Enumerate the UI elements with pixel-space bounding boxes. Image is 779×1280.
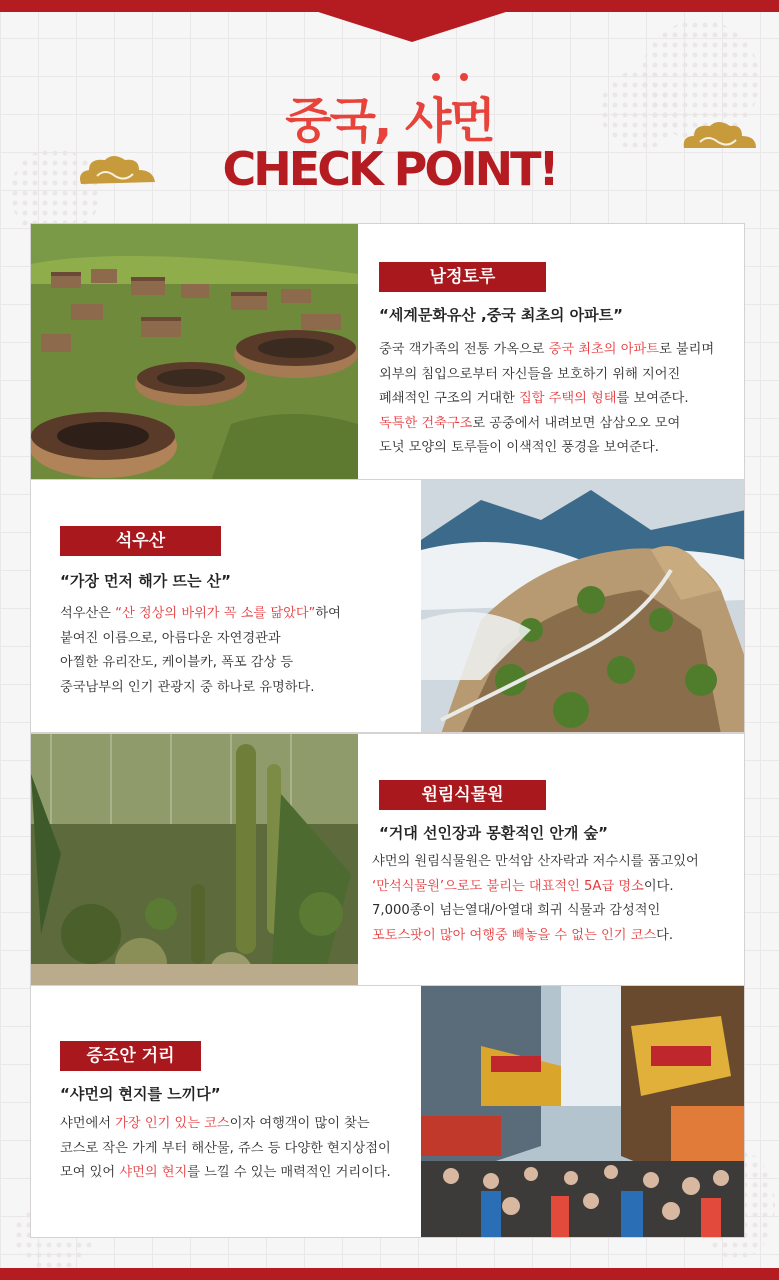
highlight-text: 샤먼의 현지 (119, 1165, 188, 1180)
description-text: 붙여진 이름으로, 아름다운 자연경관과 (60, 630, 281, 646)
page-subtitle: CHECK POINT! (222, 142, 557, 196)
highlight-text: 독특한 건축구조 (379, 415, 473, 431)
street-market-photo (421, 986, 745, 1238)
description-text: 를 보여준다. (616, 391, 689, 406)
section-description (60, 1112, 391, 1186)
description-text: 샤먼에서 (60, 1116, 116, 1131)
section-quote: “가장 먼저 해가 뜨는 산” (60, 572, 232, 590)
description-line (60, 651, 341, 676)
description-text: 폐쇄적인 구조의 거대한 (379, 391, 519, 406)
description-line (60, 602, 341, 627)
cactus-garden-photo (31, 734, 358, 986)
top-notch-decoration (312, 10, 512, 42)
description-line (372, 899, 699, 924)
highlight-text: 중국 최초의 아파트 (548, 342, 659, 357)
description-text: 도넛 모양의 토루들이 이색적인 풍경을 보여준다. (379, 440, 659, 455)
description-text: 아찔한 유리잔도, 케이블카, 폭포 감상 등 (60, 655, 294, 670)
highlight-text: 집합 주택의 형태 (518, 391, 617, 406)
section-jeungjoan-street (30, 985, 745, 1238)
description-text: 샤먼의 원림식물원은 만석암 산자락과 저수시를 품고있어 (372, 854, 699, 869)
description-text: 석우산은 (60, 606, 116, 621)
description-line (60, 1161, 391, 1186)
bottom-border-bar (0, 1268, 779, 1280)
description-line (372, 850, 699, 875)
description-text: 로 공중에서 내려보면 삼삼오오 모여 (472, 415, 681, 431)
description-line (379, 412, 714, 437)
section-description (372, 850, 699, 948)
description-text: 코스로 작은 가게 부터 해산물, 쥬스 등 다양한 현지상점이 (60, 1140, 391, 1156)
page-title: 중국, 샤먼 (285, 93, 494, 149)
description-text: 이다. (643, 878, 674, 894)
section-quote: “거대 선인장과 몽환적인 안개 숲” (379, 824, 608, 842)
description-line (372, 924, 699, 949)
description-line (379, 436, 714, 461)
description-line (60, 627, 341, 652)
tulou-village-photo (31, 224, 358, 480)
description-text: 하여 (315, 606, 341, 621)
description-text: 모여 있어 (60, 1165, 120, 1180)
section-quote: “세계문화유산 ,중국 최초의 아파트” (379, 306, 623, 324)
description-line (379, 387, 714, 412)
mountain-rock-photo (421, 480, 745, 733)
description-text: 로 불리며 (658, 342, 715, 357)
section-seokusan (30, 479, 745, 733)
description-text: 중국 객가족의 전통 가옥으로 (379, 342, 549, 357)
section-namjeong-tulou (30, 223, 745, 480)
section-title-tag: 남정토루 (379, 262, 546, 292)
section-description (379, 338, 714, 461)
section-description (60, 602, 341, 700)
description-text: 다. (656, 927, 674, 943)
description-line (60, 1112, 391, 1137)
section-title-tag: 석우산 (60, 526, 221, 556)
description-text: 7,000종이 넘는열대/아열대 희귀 식물과 감성적인 (372, 903, 661, 918)
description-text: 중국남부의 인기 관광지 중 하나로 유명하다. (60, 679, 315, 695)
description-text: 이자 여행객이 많이 찾는 (229, 1116, 370, 1131)
description-line (379, 338, 714, 363)
highlight-text: 포토스팟이 많아 여행중 빼놓을 수 없는 인기 코스 (372, 927, 657, 943)
section-wonrim-botanical-garden (30, 733, 745, 986)
highlight-text: ‘만석식물원’으로도 불리는 대표적인 5A급 명소 (372, 878, 644, 894)
section-title-tag: 원림식물원 (379, 780, 546, 810)
section-title-tag: 증조안 거리 (60, 1041, 201, 1071)
highlight-text: 가장 인기 있는 코스 (115, 1116, 230, 1131)
description-line (372, 875, 699, 900)
description-text: 외부의 침입으로부터 자신들을 보호하기 위해 지어진 (379, 366, 681, 382)
highlight-text: “산 정상의 바위가 꼭 소를 닮았다” (115, 606, 316, 621)
description-line (379, 363, 714, 388)
description-line (60, 676, 341, 701)
description-line (60, 1137, 391, 1162)
description-text: 를 느낄 수 있는 매력적인 거리이다. (187, 1165, 391, 1180)
section-quote: “샤먼의 현지를 느끼다” (60, 1085, 221, 1103)
